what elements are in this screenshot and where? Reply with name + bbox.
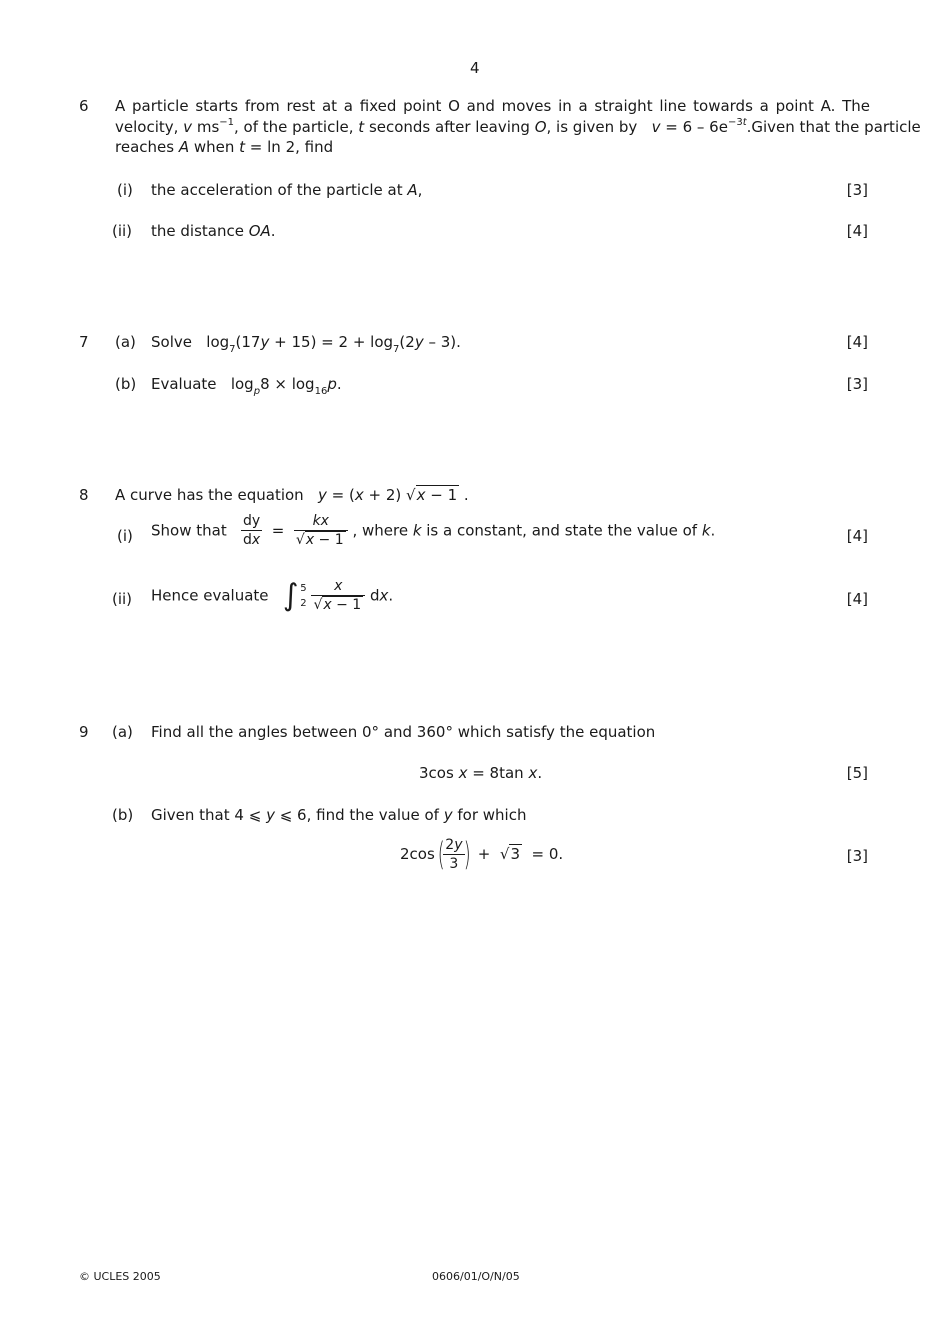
q6-part-ii-label: (ii)	[112, 222, 133, 240]
q9-part-b-marks: [3]	[846, 847, 868, 865]
q8-part-i-label: (i)	[117, 527, 133, 545]
q7-part-a-label: (a)	[115, 333, 136, 351]
q8-part-ii-label: (ii)	[112, 590, 133, 608]
dy-dx-fraction: $\frac{dy}{dx}$	[243, 513, 261, 548]
q6-part-ii-marks: [4]	[846, 222, 868, 240]
integral-sign: ∫	[282, 577, 299, 613]
q8-part-ii-text: Hence evaluate ∫ 5 2 $\frac{x}{√x - 1}$ dx.	[151, 577, 394, 613]
q9-part-a-text: Find all the angles between 0° and 360° which satisfy the equation	[151, 723, 656, 741]
q7-part-a-text: Solve $\log_7(17y + 15) = 2 + \log_7(2y - 3)$.	[151, 333, 461, 355]
question-6-stem-line-2: velocity, v $ms^{-1}$, of the particle, t seconds after leaving O, is given by $v = 6 - 6e^{-3t}$. Given that the particle	[115, 117, 921, 136]
q8-part-ii-marks: [4]	[846, 590, 868, 608]
q7-part-b-marks: [3]	[846, 375, 868, 393]
footer-paper-code: 0606/01/O/N/05	[432, 1270, 520, 1283]
question-6-stem-line-3: reaches A when t = ln 2, find	[115, 138, 334, 156]
question-9-number: 9	[79, 723, 89, 741]
q8-part-i-text: Show that $\frac{dy}{dx}$ = $\frac{kx}{√x - 1}$ , where k is a constant, and state the value of k.	[151, 513, 716, 548]
q9-part-b-equation: 2cos( $\frac{2y}{3}$ ) + √3 = 0.	[400, 835, 564, 873]
q9-part-a-marks: [5]	[846, 764, 868, 782]
q9-part-a-equation: 3cos x = 8tan x.	[419, 764, 543, 782]
q6-part-i-text: the acceleration of the particle at A,	[151, 181, 423, 199]
question-8-stem: A curve has the equation y = (x + 2) √x − 1 .	[115, 486, 469, 504]
question-7-number: 7	[79, 333, 89, 351]
kx-over-root-fraction: $\frac{kx}{√x - 1}$	[294, 512, 348, 549]
q6-part-ii-text: the distance OA.	[151, 222, 276, 240]
two-y-over-three-fraction: $\frac{2y}{3}$	[445, 836, 463, 872]
integrand-fraction: $\frac{x}{√x - 1}$	[311, 577, 365, 614]
question-6-number: 6	[79, 97, 89, 115]
q9-part-a-label: (a)	[112, 723, 133, 741]
q7-part-a-marks: [4]	[846, 333, 868, 351]
q9-part-b-text: Given that 4 ⩽ y ⩽ 6, find the value of y for which	[151, 806, 527, 824]
question-8-number: 8	[79, 486, 89, 504]
q6-part-i-label: (i)	[117, 181, 133, 199]
q7-part-b-label: (b)	[115, 375, 137, 393]
integral-limits: 5 2	[300, 582, 307, 609]
q7-part-b-text: Evaluate $\log_p8 \times \log_{16}p$.	[151, 375, 342, 397]
question-6-stem-line-1: A particle starts from rest at a fixed point O and moves in a straight line towards a point A. The	[115, 97, 870, 115]
q8-part-i-marks: [4]	[846, 527, 868, 545]
q9-part-b-label: (b)	[112, 806, 134, 824]
footer-copyright: © UCLES 2005	[79, 1270, 161, 1283]
q6-part-i-marks: [3]	[846, 181, 868, 199]
page-number: 4	[470, 59, 480, 77]
